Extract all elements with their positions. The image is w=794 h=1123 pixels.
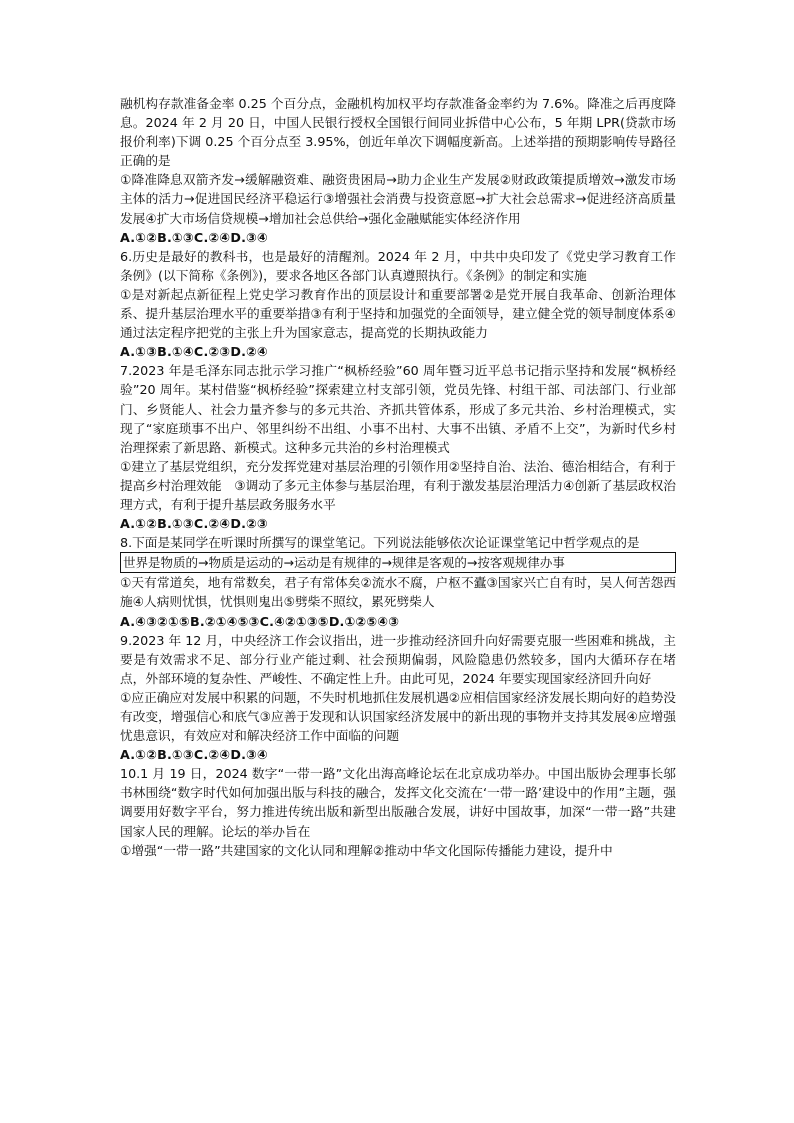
question-stem: 8.下面是某同学在听课时所撰写的课堂笔记。下列说法能够依次论证课堂笔记中哲学观点的是 [120, 535, 640, 551]
question-8 [120, 533, 676, 630]
question-7 [120, 361, 676, 533]
question-options: ①增强“一带一路”共建国家的文化认同和理解②推动中华文化国际传播能力建设，提升中 [120, 842, 613, 858]
question-options: ①降准降息双箭齐发→缓解融资难、融资贵困局→助力企业生产发展②财政政策提质增效→激发市场主体的活力→促进国民经济平稳运行③增强社会消费与投资意愿→扩大社会总需求→促进经济高质量发展④扩大市场信贷规模→增加社会总供给→强化金融赋能实体经济作用 [120, 172, 676, 226]
document-page [120, 94, 676, 860]
question-stem: 10.1 月 19 日，2024 数字“一带一路”文化出海高峰论坛在北京成功举办。中国出版协会理事长邬书林围绕“数字时代如何加强出版与科技的融合，发挥文化交流在‘一带一路’建设中的作用”主题，强调要用好数字平台，努力推进传统出版和新型出版融合发展，讲好中国故事，加深“一带一路”共建国家人民的理解。论坛的举办旨在 [120, 766, 676, 839]
question-options: ①是对新起点新征程上党史学习教育作出的顶层设计和重要部署②是党开展自我革命、创新治理体系、提升基层治理水平的重要举措③有利于坚持和加强党的全面领导，建立健全党的领导制度体系④通过法定程序把党的主张上升为国家意志，提高党的长期执政能力 [120, 286, 676, 341]
question-stem: 6.历史是最好的教科书，也是最好的清醒剂。2024 年 2 月，中共中央印发了《党史学习教育工作条例》(以下简称《条例》)，要求各地区各部门认真遵照执行。《条例》的制定和实施 [120, 248, 676, 283]
answer-choices: A.①③B.①④C.②③D.②④ [120, 344, 268, 360]
question-stem: 9.2023 年 12 月，中央经济工作会议指出，进一步推动经济回升向好需要克服一些困难和挑战，主要是有效需求不足、部分行业产能过剩、社会预期偏弱，风险隐患仍然较多，国内大循环存在堵点，外部环境的复杂性、严峻性、不确定性上升。由此可见，2024 年要实现国家经济回升向好 [120, 632, 676, 686]
answer-choices: A.①②B.①③C.②④D.③④ [120, 229, 268, 245]
answer-choices: A.①②B.①③C.②④D.③④ [120, 747, 268, 763]
question-5 [120, 94, 676, 247]
answer-choices: A.④③②①⑤B.②①④⑤③C.④②①③⑤D.①②⑤④③ [120, 613, 400, 629]
question-options: ①建立了基层党组织，充分发挥党建对基层治理的引领作用②坚持自治、法治、德治相结合，有利于提高乡村治理效能 ③调动了多元主体参与基层治理，有利于激发基层治理活力④创新了基层政权治理方式，有利于提升基层政务服务水平 [120, 458, 676, 512]
question-6 [120, 247, 676, 362]
question-options: ①天有常道矣，地有常数矣，君子有常体矣②流水不腐，户枢不蠹③国家兴亡自有时，吴人何苦怨西施④人病则忧惧，忧惧则鬼出⑤劈柴不照纹，累死劈柴人 [120, 575, 676, 610]
question-stem: 7.2023 年是毛泽东同志批示学习推广“枫桥经验”60 周年暨习近平总书记指示坚持和发展“枫桥经验”20 周年。某村借鉴“枫桥经验”探索建立村支部引领，党员先锋、村组干部、司法部门、行业部门、乡贤能人、社会力量齐参与的多元共治、齐抓共管体系，形成了多元共治、乡村治理模式，实现了“家庭琐事不出户、邻里纠纷不出组、小事不出村、大事不出镇、矛盾不上交”，为新时代乡村治理探索了新思路、新模式。这种多元共治的乡村治理模式 [120, 363, 676, 455]
answer-choices: A.①②B.①③C.②④D.②③ [120, 516, 268, 532]
boxed-note: 世界是物质的→物质是运动的→运动是有规律的→规律是客观的→按客观规律办事 [120, 552, 676, 573]
question-stem: 融机构存款准备金率 0.25 个百分点，金融机构加权平均存款准备金率约为 7.6%。降准之后再度降息。2024 年 2 月 20 日，中国人民银行授权全国银行间同业拆借中心公布，5 年期 LPR(贷款市场报价利率)下调 0.25 个百分点至 3.95%，创近年单次下调幅度新高。上述举措的预期影响传导路径正确的是 [120, 96, 676, 169]
question-options: ①应正确应对发展中积累的问题，不失时机地抓住发展机遇②应相信国家经济发展长期向好的趋势没有改变，增强信心和底气③应善于发现和认识国家经济发展中的新出现的事物并支持其发展④应增强忧患意识，有效应对和解决经济工作中面临的问题 [120, 689, 676, 744]
question-10 [120, 764, 676, 859]
question-9 [120, 631, 676, 765]
